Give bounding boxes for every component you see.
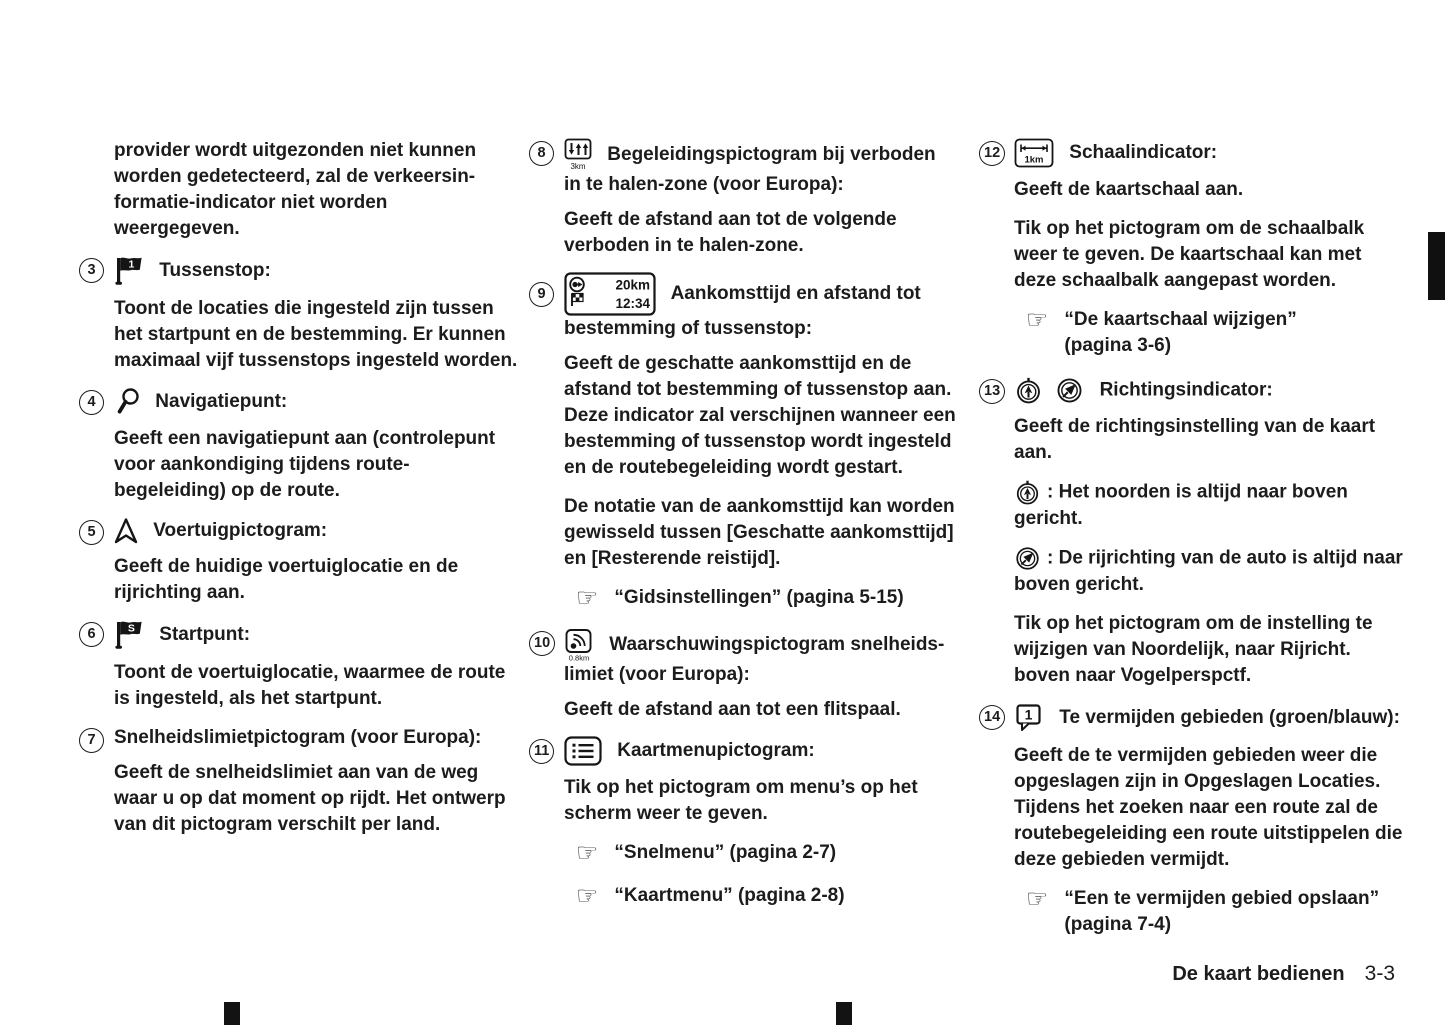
item-14-te-vermijden-gebieden <box>984 702 1406 734</box>
svg-text:1: 1 <box>128 258 135 271</box>
page-footer <box>1172 962 1395 986</box>
pointing-hand-icon: ☞ <box>576 881 599 910</box>
item-11-number: 11 <box>529 739 554 764</box>
item-9-description-1: Geeft de geschatte aankomsttijd en de afstand tot bestemming of tussenstop aan. Deze indicator zal verschijnen wanneer een bestemming of tussenstop wordt ingesteld en de routebegeleiding wordt gestart. <box>564 353 956 478</box>
item-13-description-1: Geeft de richtingsinstelling van de kaart aan. <box>1014 416 1376 463</box>
reference-snelmenu <box>576 840 956 866</box>
reference-text: “Snelmenu” (pagina 2-7) <box>614 842 837 863</box>
avoid-area-marker-icon <box>1014 702 1044 734</box>
item-6-label: Startpunt: <box>159 624 251 646</box>
item-6-startpunt <box>87 619 518 651</box>
svg-text:S: S <box>127 622 135 635</box>
item-6-number: 6 <box>79 622 104 647</box>
reference-te-vermijden-gebied <box>1026 886 1406 938</box>
heading-up-icon <box>1055 376 1084 405</box>
left-column <box>82 138 518 851</box>
svg-text:3km: 3km <box>570 162 586 171</box>
item-8-description: Geeft de afstand aan tot de volgende verboden in te halen-zone. <box>564 209 897 256</box>
item-8-label: Begeleidingspictogram bij verboden in te halen-zone (voor Europa): <box>564 144 936 195</box>
heading-up-description <box>1014 545 1406 598</box>
item-3-tussenstop <box>87 255 518 287</box>
reference-text: “Gidsinstellingen” (pagina 5-15) <box>614 587 904 608</box>
item-9-label: Aankomsttijd en afstand tot bestemming of tussenstop: <box>564 283 921 339</box>
item-3-description: Toont de locaties die ingesteld zijn tussen het startpunt en de bestemming. Er kunnen maximaal vijf tussenstops ingesteld worden. <box>114 298 518 371</box>
item-4-description: Geeft een navigatiepunt aan (controlepunt voor aankondiging tijdens route-begeleiding) op de route. <box>114 428 496 501</box>
map-scale-icon <box>1014 138 1054 168</box>
svg-text:0.8km: 0.8km <box>568 653 590 662</box>
no-overtaking-zone-icon <box>564 138 592 172</box>
reference-text: “Een te vermijden gebied opslaan” (pagina 7-4) <box>1064 888 1380 935</box>
item-7-label: Snelheidslimietpictogram (voor Europa): <box>114 727 482 748</box>
item-14-description: Geeft de te vermijden gebieden weer die opgeslagen zijn in Opgeslagen Locaties. Tijdens het zoeken naar een route zal de routebegeleiding een route uitstippelen die deze gebieden vermijdt. <box>1014 745 1403 870</box>
svg-text:20km: 20km <box>615 277 650 293</box>
item-12-description-2: Tik op het pictogram om de schaalbalk weer te geven. De kaartschaal kan met deze schaalbalk aangepast worden. <box>1014 218 1365 291</box>
item-5-number: 5 <box>79 520 104 545</box>
pointing-hand-icon: ☞ <box>1026 884 1049 913</box>
north-up-icon <box>1014 376 1043 405</box>
svg-text:1km: 1km <box>1024 154 1044 166</box>
item-12-number: 12 <box>979 141 1005 166</box>
magnifier-icon <box>114 387 140 417</box>
item-10-label: Waarschuwingspictogram snelheids-limiet (voor Europa): <box>564 634 945 685</box>
registration-mark <box>836 1002 852 1025</box>
item-10-description: Geeft de afstand aan tot een flitspaal. <box>564 699 901 720</box>
north-up-description <box>1014 479 1406 532</box>
pointing-hand-icon: ☞ <box>1026 305 1049 334</box>
item-8-begeleidingspictogram <box>537 138 956 198</box>
item-11-label: Kaartmenupictogram: <box>617 740 815 762</box>
heading-up-text: : De rijrichting van de auto is altijd naar boven gericht. <box>1014 547 1403 595</box>
chapter-title: De kaart bedienen <box>1172 963 1345 985</box>
vehicle-arrow-icon <box>114 517 138 545</box>
intro-paragraph: provider wordt uitgezonden niet kunnen worden gedetecteerd, zal de verkeersin-formatie-indicator niet worden weergegeven. <box>114 140 477 239</box>
item-13-number: 13 <box>979 379 1005 404</box>
waypoint-flag-icon <box>114 255 144 287</box>
reference-text: “De kaartschaal wijzigen” (pagina 3-6) <box>1064 309 1297 356</box>
heading-up-icon <box>1014 545 1041 572</box>
item-5-description: Geeft de huidige voertuiglocatie en de rijrichting aan. <box>114 556 459 603</box>
item-5-label: Voertuigpictogram: <box>153 520 328 542</box>
item-13-description-2: Tik op het pictogram om de instelling te wijzigen van Noordelijk, naar Rijricht. boven naar Vogelperspctf. <box>1014 613 1373 686</box>
item-7-snelheidslimietpictogram <box>87 725 518 751</box>
item-14-label: Te vermijden gebieden (groen/blauw): <box>1059 707 1400 729</box>
registration-mark <box>224 1002 240 1025</box>
reference-kaartschaal-wijzigen <box>1026 307 1406 359</box>
svg-text:1: 1 <box>1024 706 1033 723</box>
item-14-number: 14 <box>979 705 1005 730</box>
pointing-hand-icon: ☞ <box>576 838 599 867</box>
item-13-richtingsindicator <box>984 376 1406 405</box>
eta-distance-box-icon <box>564 272 656 316</box>
pointing-hand-icon: ☞ <box>576 583 599 612</box>
item-12-description-1: Geeft de kaartschaal aan. <box>1014 179 1244 200</box>
item-9-description-2: De notatie van de aankomsttijd kan worden gewisseld tussen [Geschatte aankomsttijd] en [Resterende reistijd]. <box>564 496 955 569</box>
item-9-number: 9 <box>529 282 554 307</box>
item-10-waarschuwingspictogram <box>534 628 956 688</box>
item-13-label: Richtingsindicator: <box>1099 379 1273 401</box>
svg-text:12:34: 12:34 <box>615 296 650 311</box>
item-12-schaalindicator <box>984 138 1406 168</box>
reference-text: “Kaartmenu” (pagina 2-8) <box>614 885 845 906</box>
item-4-number: 4 <box>79 390 104 415</box>
north-up-icon <box>1014 479 1041 506</box>
item-10-number: 10 <box>529 631 555 656</box>
page-number: 3-3 <box>1364 962 1395 985</box>
item-9-aankomsttijd <box>537 272 956 342</box>
right-column <box>982 138 1406 955</box>
item-8-number: 8 <box>529 141 554 166</box>
reference-kaartmenu <box>576 883 956 909</box>
item-7-number: 7 <box>79 728 104 753</box>
map-menu-icon <box>564 736 602 766</box>
chapter-edge-tab <box>1428 232 1445 300</box>
speed-camera-warning-icon <box>564 628 594 662</box>
item-3-number: 3 <box>79 258 104 283</box>
item-4-navigatiepunt <box>87 387 518 417</box>
item-6-description: Toont de voertuiglocatie, waarmee de route is ingesteld, als het startpunt. <box>114 662 506 709</box>
item-12-label: Schaalindicator: <box>1069 142 1218 164</box>
item-7-description: Geeft de snelheidslimiet aan van de weg waar u op dat moment op rijdt. Het ontwerp van dit pictogram verschilt per land. <box>114 762 506 835</box>
north-up-text: : Het noorden is altijd naar boven gericht. <box>1014 481 1348 529</box>
item-4-label: Navigatiepunt: <box>155 391 288 413</box>
reference-gidsinstellingen <box>576 585 956 611</box>
middle-column <box>532 138 956 926</box>
item-5-voertuigpictogram <box>87 517 518 545</box>
item-11-description: Tik op het pictogram om menu’s op het scherm weer te geven. <box>564 777 918 824</box>
item-3-label: Tussenstop: <box>159 260 271 282</box>
start-flag-icon <box>114 619 144 651</box>
item-11-kaartmenupictogram <box>534 736 956 766</box>
